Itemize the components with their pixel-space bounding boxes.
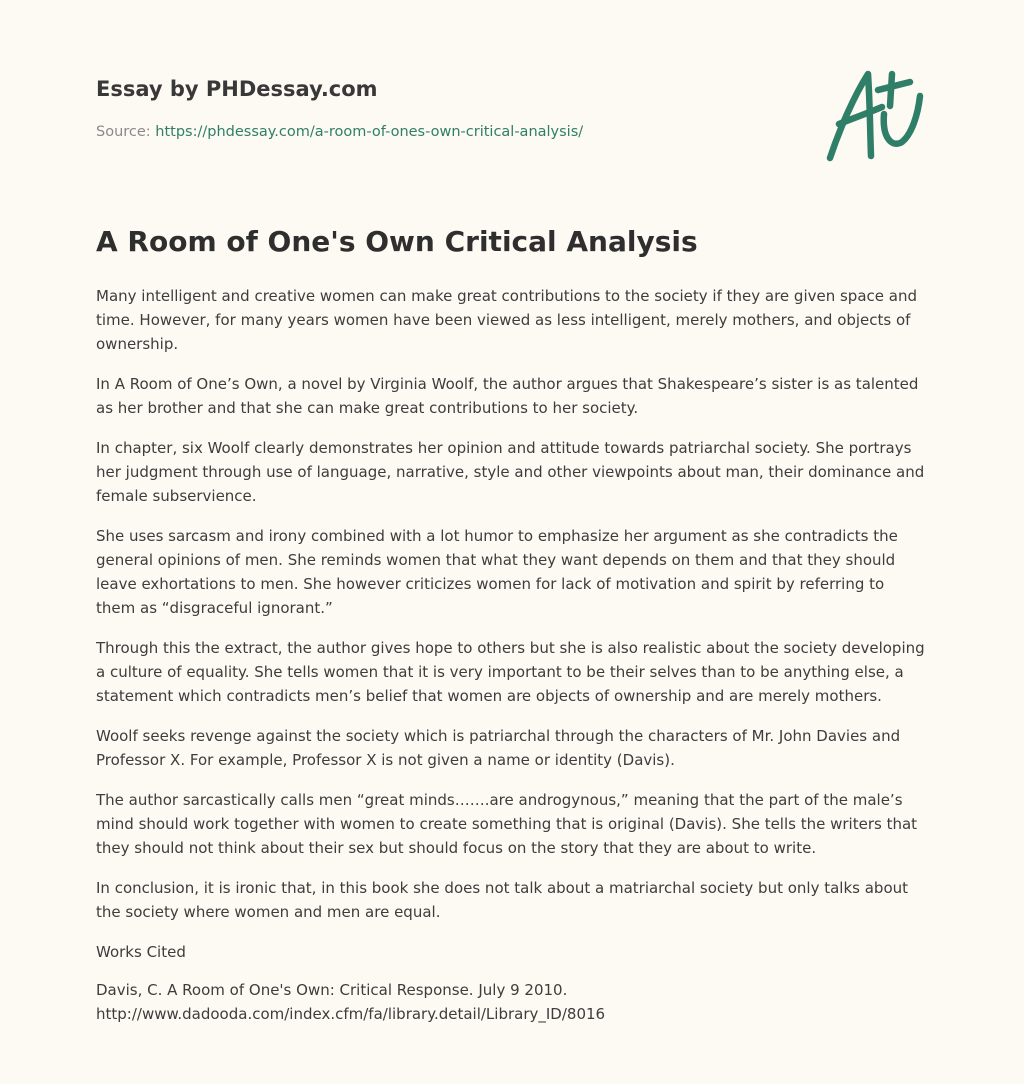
- essay-paragraph: In conclusion, it is ironic that, in this book she does not talk about a matriarchal society but only talks about the society where women and men are equal.: [96, 879, 909, 921]
- essay-title: A Room of One's Own Critical Analysis: [96, 225, 698, 258]
- source-link[interactable]: https://phdessay.com/a-room-of-ones-own-critical-analysis/: [155, 124, 584, 140]
- citation-url: http://www.dadooda.com/index.cfm/fa/library.detail/Library_ID/8016: [96, 1005, 606, 1023]
- essay-paragraph: Woolf seeks revenge against the society which is patriarchal through the characters of Mr. John Davies and Professor X. For example, Professor X is not given a name or identity (Davis).: [96, 727, 901, 769]
- site-name: Essay by PHDessay.com: [96, 77, 378, 101]
- source-line: [96, 124, 583, 140]
- a-plus-logo-icon: [824, 66, 928, 166]
- essay-paragraph: In A Room of One’s Own, a novel by Virginia Woolf, the author argues that Shakespeare’s sister is as talented as her brother and that she can make great contributions to her society.: [96, 375, 919, 417]
- essay-body: [96, 284, 928, 1026]
- source-label: Source:: [96, 124, 156, 140]
- essay-paragraph: The author sarcastically calls men “great minds…….are androgynous,” meaning that the part of the male’s mind should work together with women to create something that is original (Davis). She tells the writers that they should not think about their sex but should focus on the story that they are about to write.: [96, 791, 918, 857]
- citation: [96, 978, 928, 1026]
- essay-paragraph: In chapter, six Woolf clearly demonstrates her opinion and attitude towards patriarchal society. She portrays her judgment through use of language, narrative, style and other viewpoints about man, their dominance and female subservience.: [96, 439, 925, 505]
- citation-line: Davis, C. A Room of One's Own: Critical Response. July 9 2010.: [96, 981, 568, 999]
- works-cited-heading: Works Cited: [96, 943, 186, 961]
- essay-paragraph: Through this the extract, the author gives hope to others but she is also realistic about the society developing a culture of equality. She tells women that it is very important to be their selves than to be anything else, a statement which contradicts men’s belief that women are objects of ownership and are merely mothers.: [96, 639, 925, 705]
- essay-paragraph: She uses sarcasm and irony combined with a lot humor to emphasize her argument as she contradicts the general opinions of men. She reminds women that what they want depends on them and that they should leave exhortations to men. She however criticizes women for lack of motivation and spirit by referring to them as “disgraceful ignorant.”: [96, 527, 898, 617]
- essay-paragraph: Many intelligent and creative women can make great contributions to the society if they are given space and time. However, for many years women have been viewed as less intelligent, merely mothers, and objects of ownership.: [96, 287, 917, 353]
